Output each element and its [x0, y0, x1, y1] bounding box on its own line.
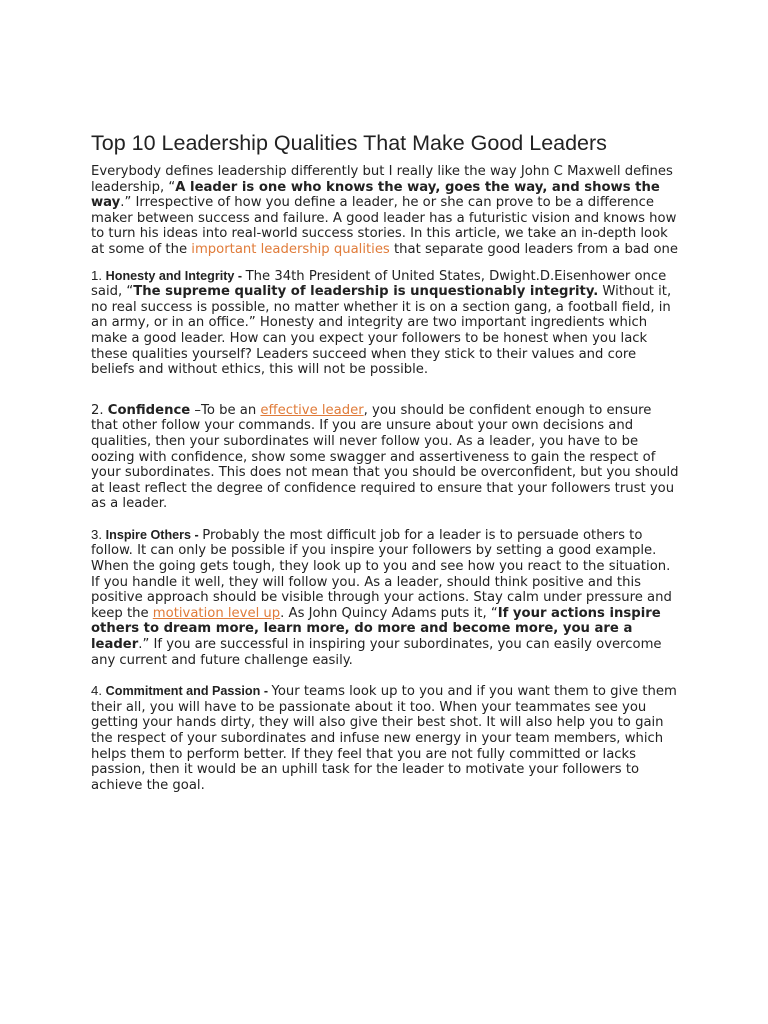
quality-inspire-paragraph — [91, 527, 681, 668]
quality-text: , you should be confident enough to ensure that other follow your commands. If you are unsure about your own decisions and qualities, then your subordinates will never follow you. As a leader, you have to be oozing with confidence, show some swagger and assertiveness to gain the respect of your subordinates. This does not mean that you should be overconfident, but you should at least reflect the degree of confidence required to ensure that your followers trust you as a leader. — [91, 402, 679, 512]
quality-commitment-paragraph — [91, 683, 681, 793]
intro-text-2: .” Irrespective of how you define a leader, he or she can prove to be a difference maker between success and failure. A good leader has a futuristic vision and knows how to turn his ideas into real-world success stories. In this article, we take an in-depth look at some of the — [91, 195, 677, 257]
leadership-qualities-link[interactable]: important leadership qualities — [191, 241, 390, 257]
quality-heading-commitment: Commitment and Passion - — [105, 684, 272, 699]
quality-number: 1. — [91, 267, 106, 283]
quality-number: 2. — [91, 402, 108, 418]
quality-number: 3. — [91, 526, 106, 542]
article-title: Top 10 Leadership Qualities That Make Good Leaders — [91, 131, 607, 155]
quality-confidence-paragraph — [91, 403, 681, 512]
eisenhower-quote: The supreme quality of leadership is unquestionably integrity. — [133, 284, 599, 300]
intro-paragraph — [91, 164, 681, 258]
quality-text: Your teams look up to you and if you want them to give them their all, you will have to be passionate about it too. When your teammates see you getting your hands dirty, they will also give their best shot. It will also help you to gain the respect of your subordinates and infuse new energy in your team members, which helps them to perform better. If they feel that you are not fully committed or lacks passion, then it would be an uphill task for the leader to motivate your followers to achieve the goal. — [91, 684, 677, 793]
quality-text: Probably the most difficult job for a leader is to persuade others to follow. It can only be possible if you inspire your followers by setting a good example. When the going gets tough, they look up to you and see how you react to the situation. If you handle it well, they will follow you. As a leader, should think positive and this positive approach should be visible through your actions. Stay calm under pressure and keep the — [91, 527, 672, 621]
quality-text: Without it, no real success is possible, no matter whether it is on a section gang, a football field, in an army, or in an office.” Honesty and integrity are two important ingredients which make a good leader. How can you expect your followers to be honest when you lack these qualities yourself? Leaders succeed when they stick to their values and core beliefs and without ethics, this will not be possible. — [91, 284, 672, 378]
quality-text: The 34th President of United States, Dwight.D.Eisenhower once said, “ — [91, 268, 667, 300]
effective-leader-link[interactable]: effective leader — [260, 402, 364, 418]
quality-honesty-paragraph — [91, 268, 681, 378]
quality-text: .” If you are successful in inspiring your subordinates, you can easily overcome any current and future challenge easily. — [91, 637, 662, 668]
quality-heading-honesty: Honesty and Integrity - — [105, 268, 246, 283]
intro-text-3: that separate good leaders from a bad one — [389, 241, 678, 257]
quality-text: –To be an — [190, 402, 261, 418]
intro-quote: A leader is one who knows the way, goes the way, and shows the way — [91, 179, 660, 211]
quality-text: . As John Quincy Adams puts it, “ — [280, 605, 498, 621]
adams-quote: If your actions inspire others to dream more, learn more, do more and become more, you are a leader — [91, 605, 661, 653]
motivation-level-link[interactable]: motivation level up — [152, 605, 281, 621]
quality-heading-confidence: Confidence — [107, 402, 191, 418]
document-page — [91, 130, 681, 793]
quality-number: 4. — [91, 683, 106, 699]
quality-heading-inspire: Inspire Others - — [105, 527, 203, 542]
intro-text-1: Everybody defines leadership differently but I really like the way John C Maxwell defines leadership, “ — [91, 164, 673, 195]
